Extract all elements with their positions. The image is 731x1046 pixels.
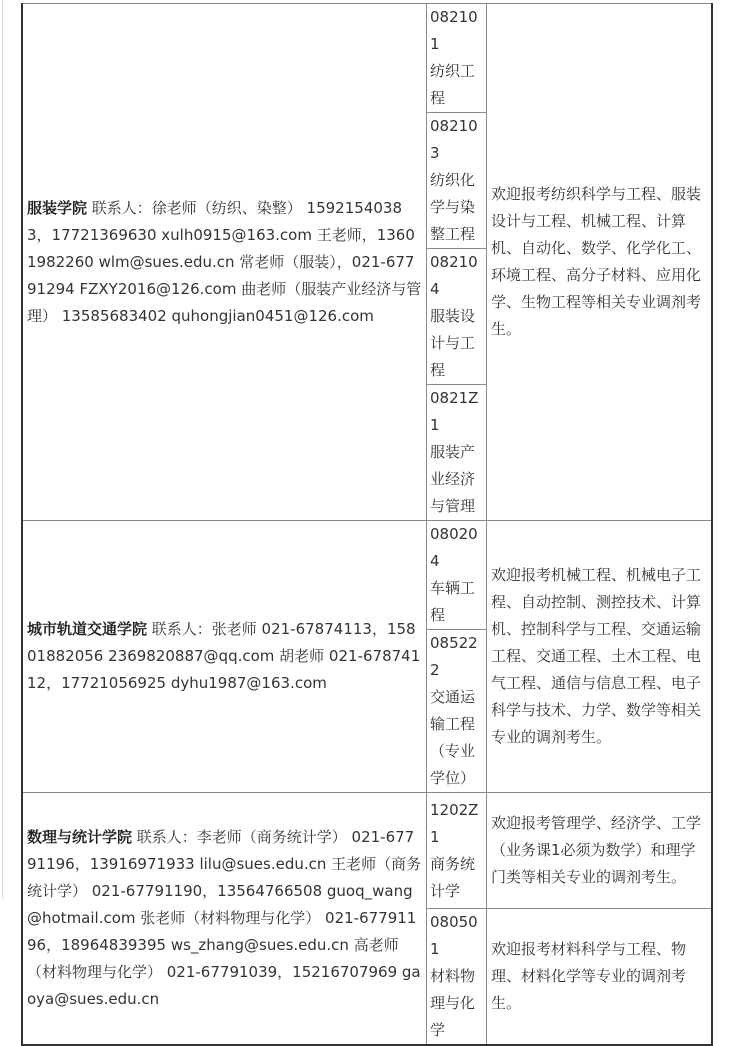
admissions-table bbox=[21, 3, 713, 1046]
table-row bbox=[22, 793, 712, 909]
major-cell bbox=[427, 385, 487, 521]
major-code: 085222 bbox=[430, 634, 478, 679]
college-contact: 联系人：徐老师（纺织、染整） 15921540383，17721369630 xulh0915@163.com 王老师，13601982260 wlm@sues.edu.cn 常老师（服装），021-67791294 FZXY2016@126.com 曲老师（服装产业经济与管理） 13585683402 quhongjian0451@126.com bbox=[27, 198, 422, 325]
major-name: 服装设计与工程 bbox=[430, 307, 476, 379]
major-cell bbox=[427, 630, 487, 793]
major-cell bbox=[427, 521, 487, 630]
college-contact: 联系人：李老师（商务统计学） 021-67791196，13916971933 lilu@sues.edu.cn 王老师（商务统计学） 021-67791190，13564766508 guoq_wang@hotmail.com 张老师（材料物理与化学） 021-67791196，18964839395 ws_zhang@sues.edu.cn 高老师（材料物理与化学） 021-67791039，15216707969 gaoya@sues.edu.cn bbox=[27, 828, 422, 1008]
note-cell bbox=[487, 793, 713, 909]
major-cell bbox=[427, 113, 487, 249]
note-cell bbox=[487, 521, 713, 793]
major-name: 服装产业经济与管理 bbox=[430, 443, 476, 515]
major-code: 1202Z1 bbox=[430, 800, 479, 846]
note-text: 欢迎报考纺织科学与工程、服装设计与工程、机械工程、计算机、自动化、数学、化学化工、环境工程、高分子材料、应用化学、生物工程等相关专业调剂考生。 bbox=[491, 185, 702, 338]
college-name: 数理与统计学院 bbox=[27, 828, 133, 846]
major-code: 080204 bbox=[430, 525, 478, 570]
major-code: 082101 bbox=[430, 8, 478, 53]
major-name: 商务统计学 bbox=[430, 854, 476, 900]
note-cell bbox=[487, 4, 713, 521]
table-row bbox=[22, 4, 712, 113]
major-name: 材料物理与化学 bbox=[430, 967, 476, 1039]
major-name: 交通运输工程（专业学位） bbox=[430, 688, 476, 787]
major-code: 082103 bbox=[430, 117, 478, 162]
college-contact: 联系人：张老师 021-67874113，15801882056 2369820887@qq.com 胡老师 021-67874112，17721056925 dyhu1987@163.com bbox=[27, 620, 421, 692]
major-code: 0821Z1 bbox=[430, 389, 479, 434]
college-name: 城市轨道交通学院 bbox=[27, 620, 148, 638]
college-name: 服装学院 bbox=[27, 198, 88, 217]
major-name: 车辆工程 bbox=[430, 579, 476, 624]
note-text: 欢迎报考材料科学与工程、物理、材料化学等专业的调剂考生。 bbox=[491, 940, 687, 1012]
major-cell bbox=[427, 793, 487, 909]
major-cell bbox=[427, 909, 487, 1046]
college-cell bbox=[22, 793, 427, 1046]
college-cell bbox=[22, 521, 427, 793]
major-cell bbox=[427, 4, 487, 113]
note-cell bbox=[487, 909, 713, 1046]
note-text: 欢迎报考管理学、经济学、工学（业务课1必须为数学）和理学门类等相关专业的调剂考生。 bbox=[491, 814, 702, 886]
major-name: 纺织化学与染整工程 bbox=[430, 171, 476, 243]
table-row bbox=[22, 521, 712, 630]
major-cell bbox=[427, 249, 487, 385]
page-left-rule bbox=[2, 0, 3, 899]
note-text: 欢迎报考机械工程、机械电子工程、自动控制、测控技术、计算机、控制科学与工程、交通运输工程、交通工程、土木工程、电气工程、通信与信息工程、电子科学与技术、力学、数学等相关专业的调剂考生。 bbox=[491, 566, 702, 746]
major-code: 080501 bbox=[430, 913, 478, 958]
major-name: 纺织工程 bbox=[430, 62, 476, 107]
college-cell bbox=[22, 4, 427, 521]
major-code: 082104 bbox=[430, 253, 478, 298]
